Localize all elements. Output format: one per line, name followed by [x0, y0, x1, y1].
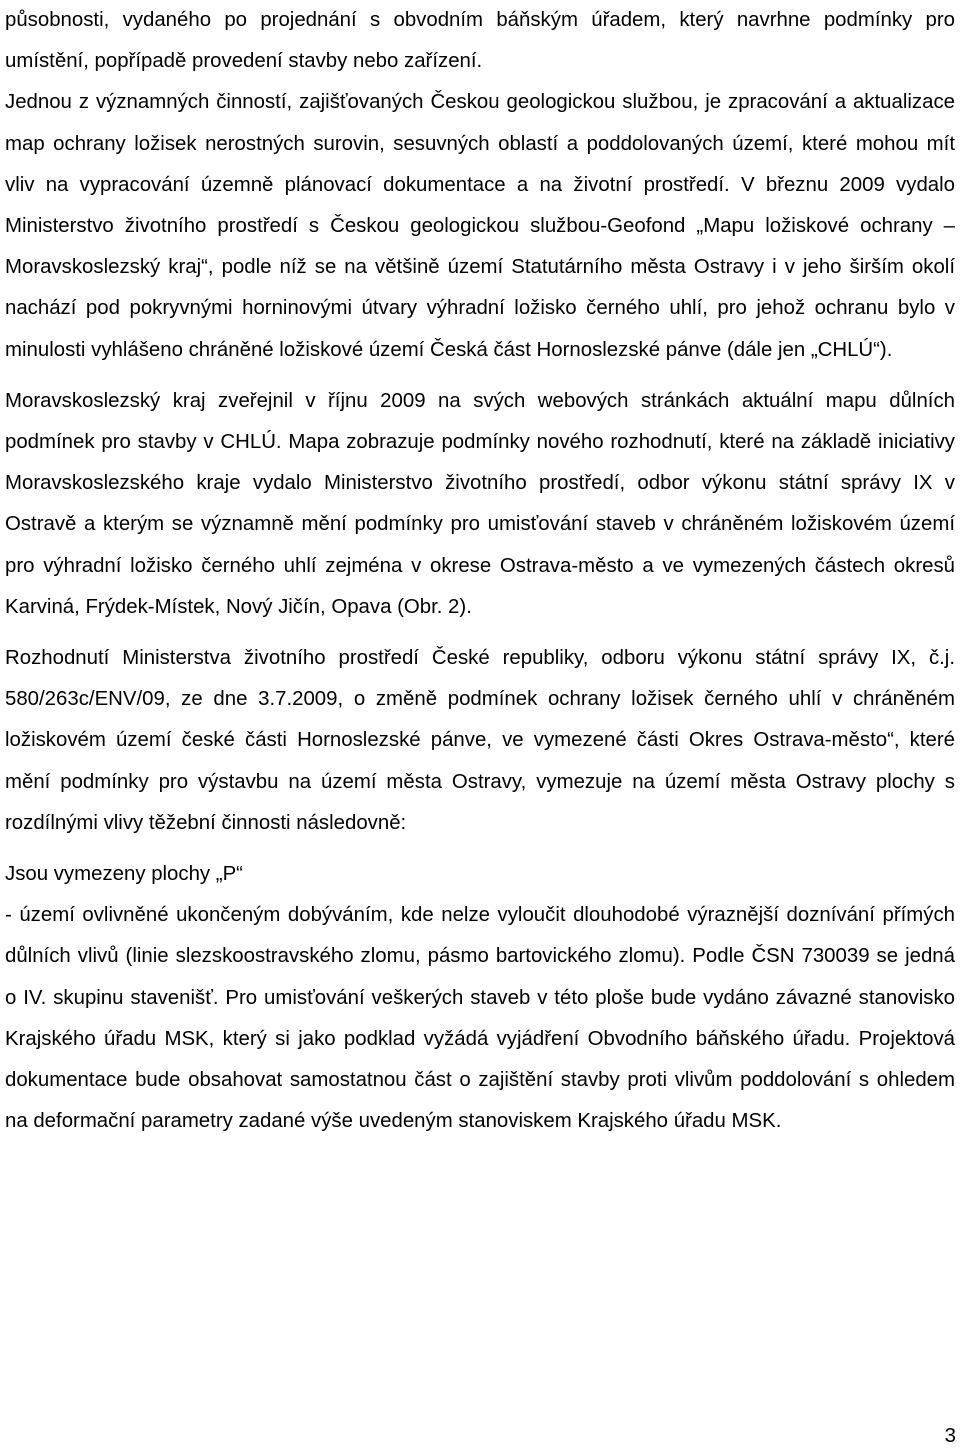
paragraph-mining-conditions-map: Moravskoslezský kraj zveřejnil v říjnu 2009 na svých webových stránkách aktuální mapu důlních podmínek pro stavby v CHLÚ. Mapa zobrazuje podmínky nového rozhodnutí, které na základě iniciativy Moravskoslezského kraje vydalo Ministerstvo životního prostředí, odbor výkonu státní správy IX v Ostravě a kterým se významně mění podmínky pro umisťování staveb v chráněném ložiskovém území pro výhradní ložisko černého uhlí zejména v okrese Ostrava-město a ve vymezených částech okresů Karviná, Frýdek-Místek, Nový Jičín, Opava (Obr. 2).	[5, 389, 955, 618]
page-number: 3	[944, 1425, 956, 1447]
document-body	[5, 0, 955, 1142]
paragraph-geological-service: Jednou z významných činností, zajišťovaných Českou geologickou službou, je zpracování a aktualizace map ochrany ložisek nerostných surovin, sesuvných oblastí a poddolovaných území, které mohou mít vliv na vypracování územně plánovací dokumentace a na životní prostředí. V březnu 2009 vydalo Ministerstvo životního prostředí s Českou geologickou službou-Geofond „Mapu ložiskové ochrany – Moravskoslezský kraj“, podle níž se na většině území Statutárního města Ostravy i v jeho širším okolí nachází pod pokryvnými horninovými útvary výhradní ložisko černého uhlí, pro jehož ochranu bylo v minulosti vyhlášeno chráněné ložiskové území Česká část Hornoslezské pánve (dále jen „CHLÚ“).	[5, 91, 955, 361]
paragraph-continuation: působnosti, vydaného po projednání s obvodním báňským úřadem, který navrhne podmínky pro umístění, popřípadě provedení stavby nebo zařízení.	[5, 9, 955, 73]
paragraph-area-p-heading: Jsou vymezeny plochy „P“	[5, 863, 243, 886]
paragraph-area-p-description: - území ovlivněné ukončeným dobýváním, kde nelze vyloučit dlouhodobé výraznější doznívání přímých důlních vlivů (linie slezskoostravského zlomu, pásmo bartovického zlomu). Podle ČSN 730039 se jedná o IV. skupinu stavenišť. Pro umisťování veškerých staveb v této ploše bude vydáno závazné stanovisko Krajského úřadu MSK, který si jako podklad vyžádá vyjádření Obvodního báňského úřadu. Projektová dokumentace bude obsahovat samostatnou část o zajištění stavby proti vlivům poddolování s ohledem na deformační parametry zadané výše uvedeným stanoviskem Krajského úřadu MSK.	[5, 904, 955, 1133]
paragraph-ministry-decision: Rozhodnutí Ministerstva životního prostředí České republiky, odboru výkonu státní správy IX, č.j. 580/263c/ENV/09, ze dne 3.7.2009, o změně podmínek ochrany ložisek černého uhlí v chráněném ložiskovém území české části Hornoslezské pánve, ve vymezené části Okres Ostrava-město“, které mění podmínky pro výstavbu na území města Ostravy, vymezuje na území města Ostravy plochy s rozdílnými vlivy těžební činnosti následovně:	[5, 647, 955, 834]
